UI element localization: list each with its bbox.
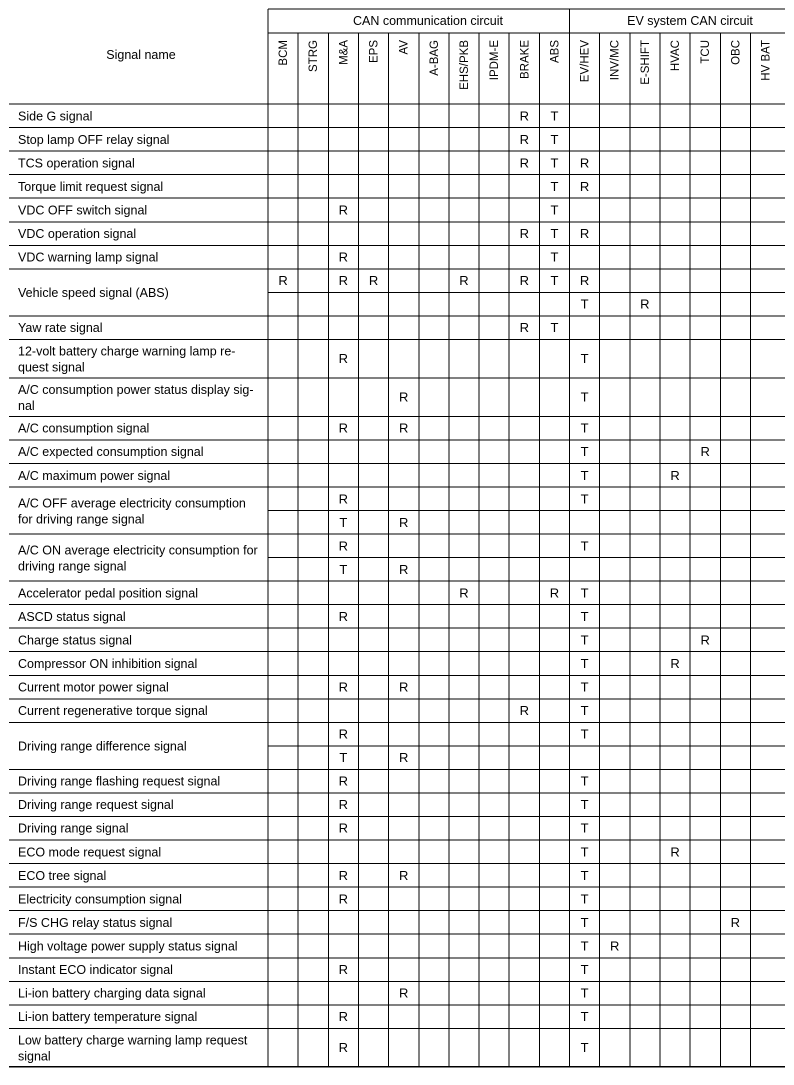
signal-mark: T — [550, 178, 559, 194]
signal-mark: R — [579, 178, 590, 194]
column-header: HV BAT — [760, 40, 773, 81]
signal-mark: T — [580, 962, 589, 978]
signal-mark: R — [338, 962, 349, 978]
column-header: ABS — [549, 40, 562, 64]
signal-mark: R — [670, 467, 680, 483]
table-row — [18, 421, 589, 436]
signal-name: Driving range flashing request signal — [18, 774, 221, 789]
signal-mark: R — [610, 938, 620, 954]
signal-name: A/C ON average electricity consumption for — [18, 543, 258, 558]
signal-mark: R — [700, 632, 710, 648]
signal-mark: T — [580, 985, 589, 1001]
signal-name: driving range signal — [18, 559, 127, 574]
column-header: EHS/PKB — [458, 40, 471, 90]
signal-mark: R — [338, 249, 349, 265]
signal-mark: T — [550, 108, 559, 124]
signal-name: ECO tree signal — [18, 868, 107, 883]
signal-name: Driving range signal — [18, 821, 129, 836]
signal-mark: R — [549, 585, 560, 601]
table-row — [18, 250, 558, 265]
signal-name: VDC operation signal — [18, 227, 137, 242]
table-row — [18, 468, 680, 483]
signal-name: TCS operation signal — [18, 156, 135, 171]
signal-mark: T — [580, 632, 589, 648]
table-row — [18, 962, 589, 977]
table-row — [18, 915, 740, 930]
signal-name: nal — [18, 399, 35, 414]
table-row — [18, 821, 589, 836]
table-row — [18, 108, 558, 123]
signal-mark: T — [580, 467, 589, 483]
signal-name: VDC warning lamp signal — [18, 250, 159, 265]
signal-mark: T — [580, 938, 589, 954]
signal-mark: T — [550, 273, 559, 289]
signal-mark: R — [398, 389, 409, 405]
signal-mark: R — [338, 608, 349, 624]
signal-mark: R — [338, 273, 349, 289]
table-row — [18, 226, 589, 241]
signal-name: A/C expected consumption signal — [18, 445, 204, 460]
header-signal-name: Signal name — [106, 48, 176, 62]
signal-mark: R — [670, 655, 680, 671]
signal-mark: R — [640, 296, 650, 312]
signal-mark: T — [580, 820, 589, 836]
table-row — [18, 703, 589, 718]
signal-mark: R — [338, 351, 349, 367]
signal-mark: T — [580, 296, 589, 312]
column-headers — [278, 40, 772, 90]
table-row — [18, 585, 589, 600]
signal-mark: R — [519, 320, 529, 336]
signal-mark: R — [368, 273, 379, 289]
signal-name: ECO mode request signal — [18, 845, 162, 860]
signal-mark: R — [338, 820, 349, 836]
signal-name: Accelerator pedal position signal — [18, 586, 198, 601]
signal-mark: T — [580, 608, 589, 624]
signal-mark: R — [398, 867, 409, 883]
table-row — [18, 179, 589, 194]
table-row — [18, 632, 710, 647]
signal-name: Li-ion battery temperature signal — [18, 1010, 198, 1025]
signal-mark: R — [670, 844, 680, 860]
signal-name: Torque limit request signal — [18, 179, 164, 194]
signal-mark: T — [580, 655, 589, 671]
table-row — [18, 202, 558, 217]
table-row — [18, 868, 589, 883]
signal-mark: T — [550, 320, 559, 336]
table-row — [18, 680, 589, 695]
table-row — [18, 844, 680, 859]
signal-name: Vehicle speed signal (ABS) — [18, 285, 169, 300]
signal-name: ASCD status signal — [18, 609, 126, 624]
signal-mark: T — [580, 444, 589, 460]
signal-mark: R — [459, 273, 469, 289]
signal-mark: T — [339, 561, 348, 577]
signal-mark: R — [338, 1040, 349, 1056]
signal-mark: R — [579, 273, 590, 289]
signal-mark: T — [580, 773, 589, 789]
signal-name: A/C consumption power status display sig- — [18, 383, 254, 398]
signal-name: Compressor ON inhibition signal — [18, 656, 198, 671]
signal-mark: T — [550, 249, 559, 265]
signal-name: quest signal — [18, 360, 85, 375]
signal-mark: T — [580, 420, 589, 436]
signal-name: A/C OFF average electricity consumption — [18, 496, 246, 511]
column-header: EV/HEV — [579, 40, 592, 83]
signal-name: A/C consumption signal — [18, 421, 150, 436]
signal-mark: T — [550, 131, 559, 147]
signal-mark: T — [550, 226, 559, 242]
signal-mark: R — [338, 797, 349, 813]
signal-mark: R — [338, 420, 349, 436]
column-header: AV — [398, 40, 411, 55]
signal-mark: T — [580, 538, 589, 554]
signal-name: Driving range request signal — [18, 798, 174, 813]
signal-mark: R — [338, 867, 349, 883]
column-header: E-SHIFT — [639, 40, 652, 85]
signal-name: F/S CHG relay status signal — [18, 915, 173, 930]
signal-mark: R — [398, 514, 409, 530]
signal-name: Electricity consumption signal — [18, 892, 182, 907]
column-header: TCU — [700, 40, 713, 64]
table-row — [18, 345, 589, 375]
signal-mark: R — [338, 891, 349, 907]
signal-mark: R — [519, 703, 529, 719]
header-group-ev: EV system CAN circuit — [627, 14, 753, 28]
signal-name: Current motor power signal — [18, 680, 169, 695]
header-group-can: CAN communication circuit — [352, 14, 504, 28]
signal-mark: R — [730, 914, 741, 930]
signal-mark: R — [398, 985, 409, 1001]
column-header: INV/MC — [609, 40, 622, 81]
signal-name: 12-volt battery charge warning lamp re- — [18, 344, 236, 359]
signal-mark: T — [580, 491, 589, 507]
signal-mark: R — [579, 155, 590, 171]
signal-mark: R — [519, 226, 529, 242]
signal-name: signal — [18, 1049, 51, 1064]
signal-mark: T — [580, 844, 589, 860]
table-row — [18, 891, 589, 906]
table-row — [18, 320, 558, 335]
signal-mark: R — [519, 273, 529, 289]
signal-name: for driving range signal — [18, 512, 145, 527]
signal-mark: R — [278, 273, 288, 289]
signal-mark: T — [580, 389, 589, 405]
column-header: STRG — [308, 40, 321, 72]
table-row — [18, 797, 589, 812]
column-header: OBC — [730, 40, 743, 65]
column-header: A-BAG — [428, 40, 441, 76]
signal-mark: R — [579, 226, 590, 242]
signal-mark: T — [580, 585, 589, 601]
table-row — [18, 938, 619, 953]
signal-mark: T — [580, 867, 589, 883]
table-row — [18, 1009, 589, 1024]
signal-name: Side G signal — [18, 109, 93, 124]
signal-mark: T — [550, 155, 559, 171]
signal-mark: R — [338, 538, 349, 554]
signal-mark: T — [580, 1009, 589, 1025]
signal-mark: R — [700, 444, 710, 460]
column-header: HVAC — [670, 40, 683, 72]
signal-mark: T — [580, 1040, 589, 1056]
signal-mark: R — [338, 202, 349, 218]
signal-mark: R — [519, 131, 529, 147]
signal-name: Charge status signal — [18, 633, 132, 648]
signal-name: Driving range difference signal — [18, 739, 187, 754]
signal-mark: T — [580, 914, 589, 930]
table-row — [18, 986, 589, 1001]
signal-name: High voltage power supply status signal — [18, 939, 238, 954]
signal-mark: R — [398, 679, 409, 695]
signal-mark: R — [338, 491, 349, 507]
table-row — [18, 444, 710, 459]
signal-mark: T — [580, 679, 589, 695]
signal-mark: R — [338, 726, 349, 742]
signal-name: VDC OFF switch signal — [18, 203, 148, 218]
table-row — [18, 383, 589, 413]
signal-name: Stop lamp OFF relay signal — [18, 132, 170, 147]
signal-mark: T — [580, 797, 589, 813]
table-body — [18, 108, 740, 1063]
table-row — [18, 609, 589, 624]
signal-mark: R — [398, 561, 409, 577]
signal-name: Instant ECO indicator signal — [18, 963, 173, 978]
signal-name: Low battery charge warning lamp request — [18, 1033, 248, 1048]
signal-mark: T — [580, 703, 589, 719]
signal-mark: T — [580, 351, 589, 367]
signal-mark: T — [339, 514, 348, 530]
signal-name: Current regenerative torque signal — [18, 704, 208, 719]
signal-mark: T — [580, 891, 589, 907]
signal-mark: R — [338, 1009, 349, 1025]
column-header: BCM — [278, 40, 291, 66]
signal-mark: R — [459, 585, 469, 601]
table-row — [18, 155, 589, 170]
signal-mark: R — [398, 420, 409, 436]
signal-mark: T — [339, 750, 348, 766]
table-row — [18, 1034, 589, 1064]
signal-name: Yaw rate signal — [18, 321, 103, 336]
signal-name: Li-ion battery charging data signal — [18, 986, 206, 1001]
signal-mark: R — [398, 750, 409, 766]
table-row — [18, 132, 558, 147]
column-header: M&A — [338, 40, 351, 65]
signal-name: A/C maximum power signal — [18, 468, 171, 483]
signal-mark: T — [550, 202, 559, 218]
signal-mark: R — [519, 155, 529, 171]
column-header: IPDM-E — [489, 40, 502, 81]
signal-mark: T — [580, 726, 589, 742]
signal-mark: R — [338, 773, 349, 789]
table-row — [18, 774, 589, 789]
signal-mark: R — [338, 679, 349, 695]
column-header: EPS — [368, 40, 381, 64]
column-header: BRAKE — [519, 40, 532, 79]
signal-mark: R — [519, 108, 529, 124]
table-row — [18, 656, 680, 671]
